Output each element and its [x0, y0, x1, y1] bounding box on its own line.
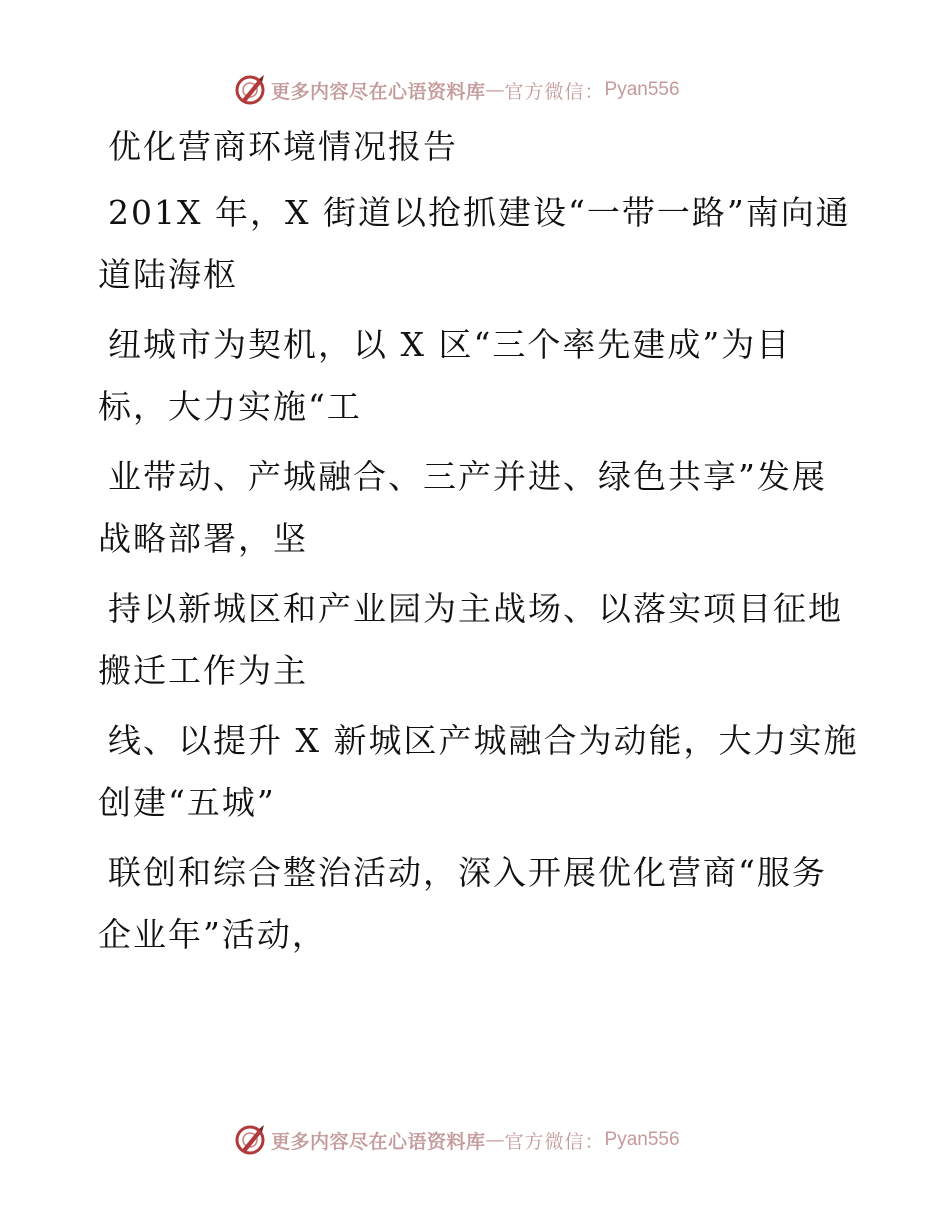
banner-main-text: 更多内容尽在心语资料库: [271, 80, 486, 103]
body-line: 联创和综合整治活动，深入开展优化营商“服务: [108, 853, 827, 892]
report-title: 优化营商环境情况报告: [108, 127, 458, 166]
banner-dash: —: [485, 1129, 505, 1151]
body-line: 道陆海枢: [98, 255, 238, 294]
body-line: 搬迁工作为主: [98, 651, 308, 690]
banner-dash: —: [485, 79, 505, 101]
body-line: 标，大力实施“工: [98, 387, 362, 426]
body-line: 企业年”活动，: [98, 915, 327, 954]
body-line: 战略部署，坚: [98, 519, 308, 558]
banner-wechat-label: 官方微信：: [504, 1130, 605, 1153]
body-line: 业带动、产城融合、三产并进、绿色共享”发展: [108, 457, 827, 496]
body-line: 持以新城区和产业园为主战场、以落实项目征地: [108, 589, 843, 628]
banner-wechat-id: Pyan556: [604, 79, 680, 100]
footer-banner: [233, 1120, 680, 1160]
body-line: 创建“五城”: [98, 783, 276, 822]
banner-wechat-id: Pyan556: [604, 1129, 680, 1150]
quill-pen-logo-icon: [233, 73, 267, 107]
banner-wechat-label: 官方微信：: [504, 80, 605, 103]
banner-main-text: 更多内容尽在心语资料库: [271, 1130, 486, 1153]
report-body: [98, 124, 858, 974]
quill-pen-logo-icon: [233, 1123, 267, 1157]
body-line: 201X 年，X 街道以抢抓建设“一带一路”南向通: [108, 193, 851, 232]
header-banner: [233, 70, 680, 110]
body-line: 纽城市为契机，以 X 区“三个率先建成”为目: [108, 325, 792, 364]
body-line: 线、以提升 X 新城区产城融合为动能，大力实施: [108, 721, 859, 760]
